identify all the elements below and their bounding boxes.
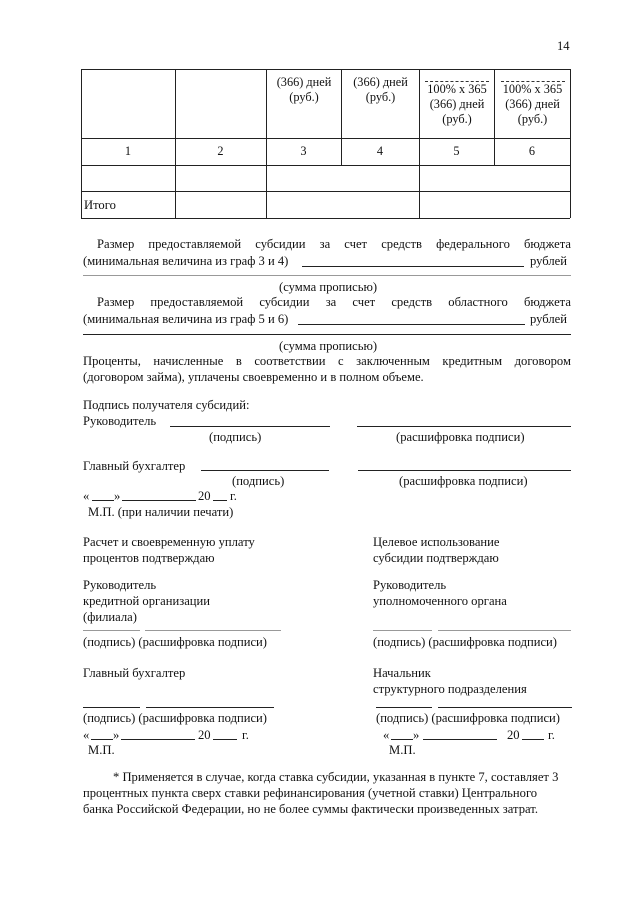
authority-head-line1: Руководитель xyxy=(373,578,447,592)
regional-line1: Размер предоставляемой субсидии за счет средств областного бюджета xyxy=(97,295,571,309)
footnote-line2: процентных пункта сверх ставки рефинансирования (учетной ставки) Центрального xyxy=(83,786,538,800)
authority-chief-caption: (подпись) (расшифровка подписи) xyxy=(376,711,560,725)
date-open-quote: « xyxy=(83,489,90,503)
date-year-prefix: 20 xyxy=(198,489,211,503)
credit-accountant-caption: (подпись) (расшифровка подписи) xyxy=(83,711,267,725)
sign-caption: (подпись) xyxy=(209,430,262,444)
date-year-field[interactable] xyxy=(213,739,237,740)
federal-caption: (сумма прописью) xyxy=(279,280,378,294)
credit-confirm-line2: процентов подтверждаю xyxy=(83,551,215,565)
col-number: 3 xyxy=(300,144,307,158)
date-month-field[interactable] xyxy=(423,739,497,740)
date-month-field[interactable] xyxy=(122,500,196,501)
date-close-quote: » xyxy=(413,728,420,742)
date-close-quote: » xyxy=(113,728,120,742)
authority-seal: М.П. xyxy=(389,743,416,757)
date-year-field[interactable] xyxy=(522,739,544,740)
federal-currency: рублей xyxy=(530,254,567,268)
credit-head-line3: (филиала) xyxy=(83,610,137,624)
footnote-line3: банка Российской Федерации, но не более суммы фактически произведенных затрат. xyxy=(83,802,538,816)
recipient-accountant-label: Главный бухгалтер xyxy=(83,459,186,473)
fraction-bar xyxy=(501,73,565,82)
federal-line1: Размер предоставляемой субсидии за счет средств федерального бюджета xyxy=(97,237,571,251)
regional-amount-field[interactable] xyxy=(298,324,525,325)
decode-caption: (расшифровка подписи) xyxy=(399,474,528,488)
credit-confirm-line1: Расчет и своевременную уплату xyxy=(83,535,255,549)
credit-head-signature-field[interactable] xyxy=(83,630,140,631)
credit-head-line2: кредитной организации xyxy=(83,594,211,608)
subsidy-table xyxy=(81,69,570,218)
total-label: Итого xyxy=(84,198,116,212)
recipient-accountant-signature-field[interactable] xyxy=(201,470,329,471)
regional-line2: (минимальная величина из граф 5 и 6) xyxy=(83,312,289,326)
recipient-head-decode-field[interactable] xyxy=(357,426,571,427)
authority-chief-line2: структурного подразделения xyxy=(373,682,527,696)
regional-words-field[interactable] xyxy=(83,334,571,335)
recipient-head-signature-field[interactable] xyxy=(170,426,330,427)
date-year-field[interactable] xyxy=(213,500,227,501)
sign-caption: (подпись) xyxy=(232,474,285,488)
footnote-line1: * Применяется в случае, когда ставка субсидии, указанная в пункте 7, составляет 3 xyxy=(113,770,559,784)
credit-accountant-signature-field[interactable] xyxy=(83,707,140,708)
interest-line2: (договором займа), уплачены своевременно и в полном объеме. xyxy=(83,370,424,384)
credit-head-decode-field[interactable] xyxy=(145,630,281,631)
authority-chief-line1: Начальник xyxy=(373,666,431,680)
date-open-quote: « xyxy=(83,728,90,742)
recipient-head-label: Руководитель xyxy=(83,414,157,428)
seal-label: М.П. (при наличии печати) xyxy=(88,505,234,519)
col-number: 6 xyxy=(528,144,536,158)
authority-head-signature-field[interactable] xyxy=(373,630,432,631)
authority-chief-decode-field[interactable] xyxy=(438,707,572,708)
date-day-field[interactable] xyxy=(391,739,413,740)
date-year-prefix: 20 xyxy=(198,728,211,742)
date-year-prefix: 20 xyxy=(507,728,520,742)
federal-amount-field[interactable] xyxy=(302,266,524,267)
col-number: 4 xyxy=(376,144,384,158)
regional-currency: рублей xyxy=(530,312,567,326)
decode-caption: (расшифровка подписи) xyxy=(396,430,525,444)
col-number: 5 xyxy=(453,144,460,158)
regional-caption: (сумма прописью) xyxy=(279,339,378,353)
col-number: 1 xyxy=(124,144,132,158)
federal-words-field[interactable] xyxy=(83,275,571,276)
credit-head-line1: Руководитель xyxy=(83,578,157,592)
date-close-quote: » xyxy=(114,489,121,503)
authority-head-decode-field[interactable] xyxy=(438,630,571,631)
recipient-title: Подпись получателя субсидий: xyxy=(83,398,250,412)
authority-sign-caption: (подпись) (расшифровка подписи) xyxy=(373,635,557,649)
federal-line2: (минимальная величина из граф 3 и 4) xyxy=(83,254,289,268)
credit-accountant-label: Главный бухгалтер xyxy=(83,666,186,680)
credit-accountant-decode-field[interactable] xyxy=(146,707,274,708)
authority-head-line2: уполномоченного органа xyxy=(373,594,507,608)
interest-line1: Проценты, начисленные в соответствии с заключенным кредитным договором xyxy=(83,354,571,368)
recipient-accountant-decode-field[interactable] xyxy=(358,470,571,471)
date-year-suffix: г. xyxy=(548,728,555,742)
date-month-field[interactable] xyxy=(121,739,195,740)
fraction-bar xyxy=(425,73,489,82)
credit-seal: М.П. xyxy=(88,743,115,757)
credit-sign-caption: (подпись) (расшифровка подписи) xyxy=(83,635,267,649)
authority-confirm-line2: субсидии подтверждаю xyxy=(373,551,499,565)
date-open-quote: « xyxy=(383,728,390,742)
header-col6: 100% x 365 (366) дней (руб.) xyxy=(495,73,570,127)
date-day-field[interactable] xyxy=(92,500,114,501)
header-col5: 100% x 365 (366) дней (руб.) xyxy=(420,73,494,127)
date-year-suffix: г. xyxy=(242,728,249,742)
authority-confirm-line1: Целевое использование xyxy=(373,535,500,549)
page-number: 14 xyxy=(557,39,570,53)
date-year-suffix: г. xyxy=(230,489,237,503)
authority-chief-signature-field[interactable] xyxy=(376,707,432,708)
date-day-field[interactable] xyxy=(91,739,113,740)
header-col3: (366) дней (руб.) xyxy=(276,75,332,104)
col-number: 2 xyxy=(217,144,224,158)
header-col4: (366) дней (руб.) xyxy=(353,75,408,104)
